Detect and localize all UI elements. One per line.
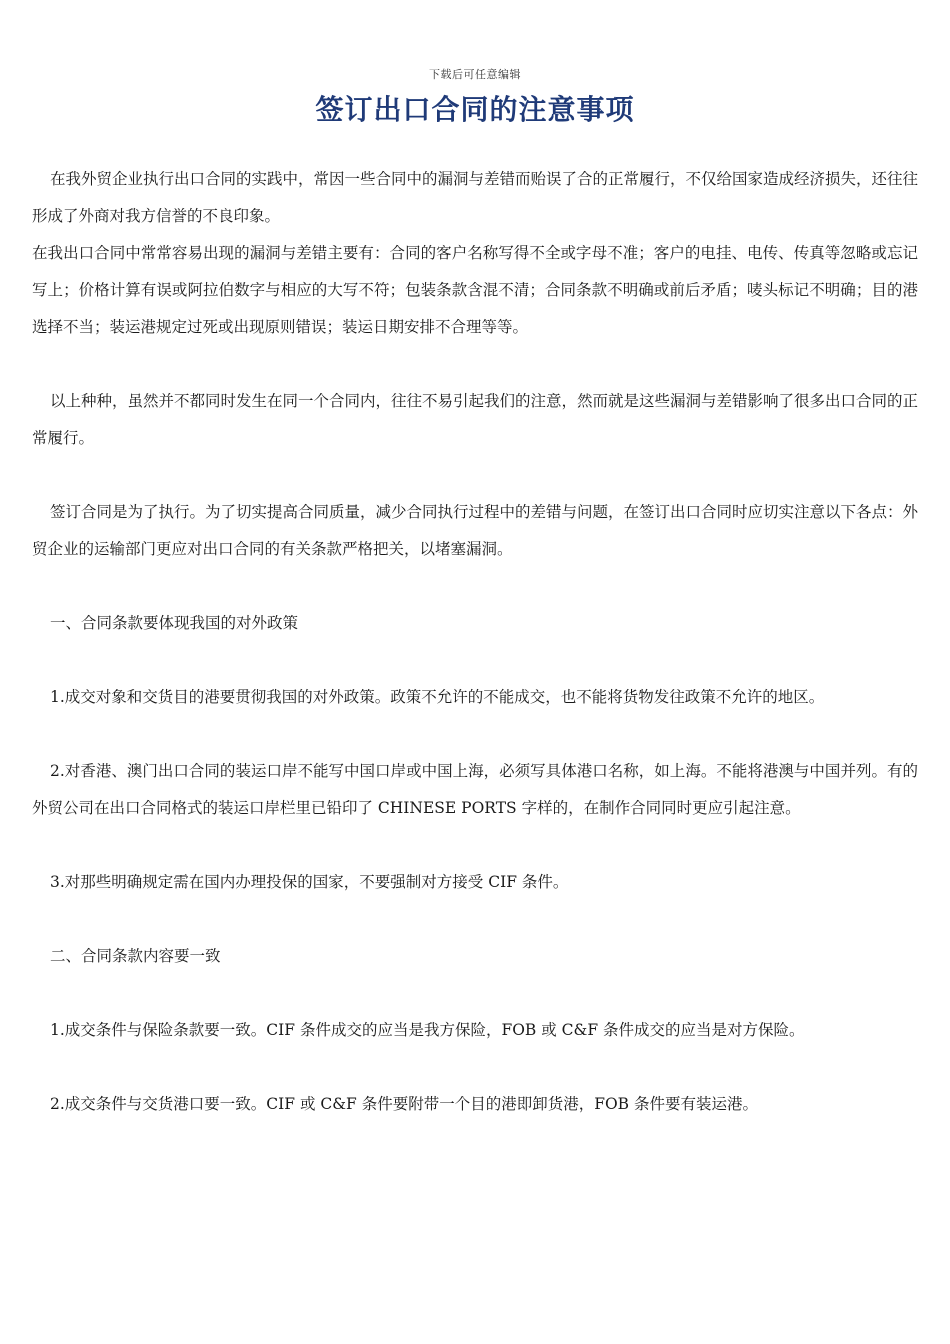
paragraph-spacer [32,901,918,938]
section-1-heading: 一、合同条款要体现我国的对外政策 [50,614,299,632]
paragraph-3: 以上种种，虽然并不都同时发生在同一个合同内，往往不易引起我们的注意，然而就是这些漏洞与差错影响了很多出口合同的正常履行。 [32,392,919,447]
section-2-item-1: 1.成交条件与保险条款要一致。CIF 条件成交的应当是我方保险，FOB 或 C&F 条件成交的应当是对方保险。 [50,1021,805,1039]
paragraph-spacer [32,457,918,494]
paragraph-intro-1: 在我外贸企业执行出口合同的实践中，常因一些合同中的漏洞与差错而贻误了合的正常履行，不仅给国家造成经济损失，还往往形成了外商对我方信誉的不良印象。 [32,170,919,225]
paragraph-spacer [32,568,918,605]
paragraph-spacer [32,1049,918,1086]
paragraph-4: 签订合同是为了执行。为了切实提高合同质量，减少合同执行过程中的差错与问题，在签订出口合同时应切实注意以下各点：外贸企业的运输部门更应对出口合同的有关条款严格把关，以堵塞漏洞。 [32,503,919,558]
section-2-heading: 二、合同条款内容要一致 [50,947,221,965]
paragraph-spacer [32,827,918,864]
paragraph-intro-2: 在我出口合同中常常容易出现的漏洞与差错主要有：合同的客户名称写得不全或字母不准；客户的电挂、电传、传真等忽略或忘记写上；价格计算有误或阿拉伯数字与相应的大写不符；包装条款含混不清；合同条款不明确或前后矛盾；唛头标记不明确；目的港选择不当；装运港规定过死或出现原则错误；装运日期安排不合理等等。 [32,244,918,336]
document-title: 签订出口合同的注意事项 [315,93,635,126]
paragraph-spacer [32,975,918,1012]
section-1-item-3: 3.对那些明确规定需在国内办理投保的国家，不要强制对方接受 CIF 条件。 [50,873,569,891]
paragraph-spacer [32,716,918,753]
paragraph-spacer [32,346,918,383]
paragraph-spacer [32,642,918,679]
document-body [32,161,918,1123]
section-2-item-2: 2.成交条件与交货港口要一致。CIF 或 C&F 条件要附带一个目的港即卸货港，FOB 条件要有装运港。 [50,1095,759,1113]
section-1-item-2: 2.对香港、澳门出口合同的装运口岸不能写中国口岸或中国上海，必须写具体港口名称，如上海。不能将港澳与中国并列。有的外贸公司在出口合同格式的装运口岸栏里已铅印了 CHINESE PORTS 字样的，在制作合同同时更应引起注意。 [32,762,918,817]
header-note: 下载后可任意编辑 [429,68,521,81]
section-1-item-1: 1.成交对象和交货目的港要贯彻我国的对外政策。政策不允许的不能成交，也不能将货物发往政策不允许的地区。 [50,688,825,706]
